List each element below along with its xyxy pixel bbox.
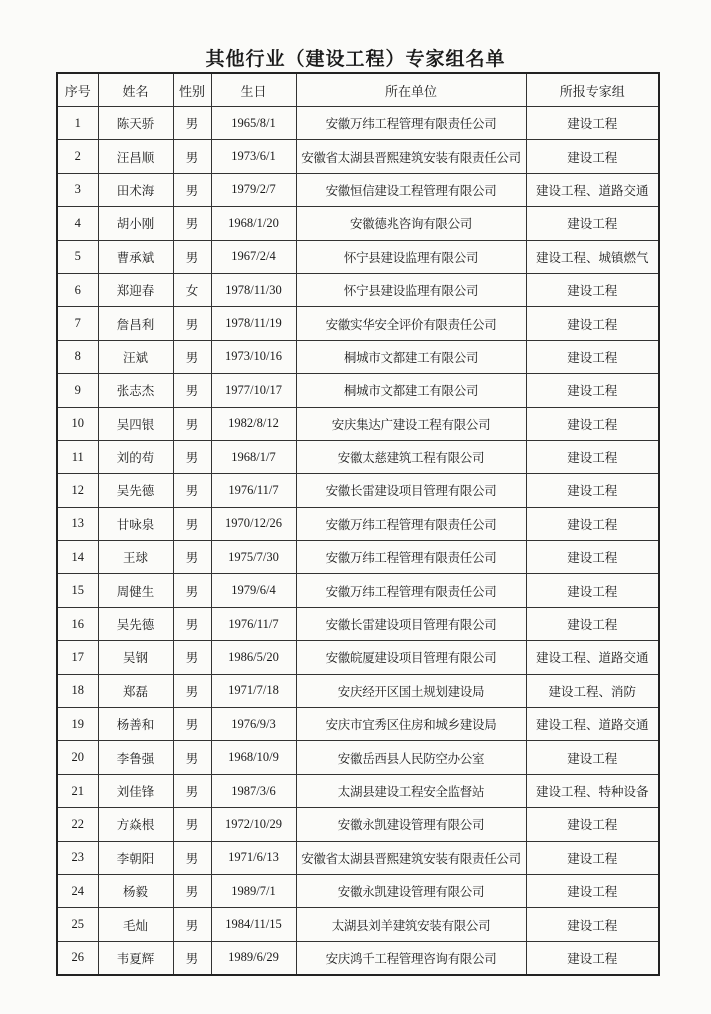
table-row [57, 273, 659, 306]
cell-expert-group: 建设工程 [526, 307, 659, 340]
cell-birthday: 1979/2/7 [211, 173, 296, 206]
table-row [57, 941, 659, 975]
cell-expert-group: 建设工程 [526, 140, 659, 173]
cell-index: 12 [57, 474, 98, 507]
cell-expert-group: 建设工程 [526, 207, 659, 240]
cell-index: 15 [57, 574, 98, 607]
cell-expert-group: 建设工程 [526, 440, 659, 473]
cell-expert-group: 建设工程 [526, 340, 659, 373]
table-row [57, 874, 659, 907]
cell-unit: 安徽皖厦建设项目管理有限公司 [296, 641, 526, 674]
cell-gender: 男 [173, 674, 211, 707]
cell-index: 4 [57, 207, 98, 240]
cell-name: 吴钢 [98, 641, 173, 674]
table-row [57, 574, 659, 607]
table-row [57, 607, 659, 640]
cell-birthday: 1976/11/7 [211, 607, 296, 640]
table-row [57, 474, 659, 507]
cell-birthday: 1979/6/4 [211, 574, 296, 607]
cell-birthday: 1968/1/7 [211, 440, 296, 473]
cell-unit: 安徽长雷建设项目管理有限公司 [296, 474, 526, 507]
cell-index: 25 [57, 908, 98, 941]
cell-name: 汪昌顺 [98, 140, 173, 173]
cell-expert-group: 建设工程、城镇燃气 [526, 240, 659, 273]
cell-gender: 男 [173, 407, 211, 440]
cell-birthday: 1968/1/20 [211, 207, 296, 240]
cell-expert-group: 建设工程 [526, 941, 659, 975]
cell-birthday: 1982/8/12 [211, 407, 296, 440]
cell-gender: 男 [173, 908, 211, 941]
cell-birthday: 1987/3/6 [211, 774, 296, 807]
cell-birthday: 1989/7/1 [211, 874, 296, 907]
page-title: 其他行业（建设工程）专家组名单 [205, 48, 506, 70]
cell-name: 方焱根 [98, 808, 173, 841]
cell-birthday: 1978/11/19 [211, 307, 296, 340]
cell-gender: 男 [173, 507, 211, 540]
expert-roster-table [56, 72, 660, 976]
cell-index: 9 [57, 374, 98, 407]
cell-index: 3 [57, 173, 98, 206]
cell-unit: 安徽万纬工程管理有限责任公司 [296, 574, 526, 607]
cell-gender: 男 [173, 541, 211, 574]
cell-index: 10 [57, 407, 98, 440]
cell-name: 吴四银 [98, 407, 173, 440]
cell-name: 田术海 [98, 173, 173, 206]
cell-index: 19 [57, 708, 98, 741]
cell-name: 刘的苟 [98, 440, 173, 473]
cell-birthday: 1965/8/1 [211, 107, 296, 140]
cell-name: 胡小刚 [98, 207, 173, 240]
cell-unit: 安徽省太湖县晋熙建筑安装有限责任公司 [296, 841, 526, 874]
cell-gender: 男 [173, 808, 211, 841]
cell-birthday: 1970/12/26 [211, 507, 296, 540]
cell-birthday: 1973/6/1 [211, 140, 296, 173]
cell-expert-group: 建设工程 [526, 607, 659, 640]
cell-unit: 桐城市文都建工有限公司 [296, 374, 526, 407]
cell-birthday: 1977/10/17 [211, 374, 296, 407]
cell-gender: 男 [173, 874, 211, 907]
cell-index: 13 [57, 507, 98, 540]
cell-name: 李鲁强 [98, 741, 173, 774]
table-row [57, 674, 659, 707]
cell-birthday: 1967/2/4 [211, 240, 296, 273]
cell-birthday: 1989/6/29 [211, 941, 296, 975]
cell-name: 杨毅 [98, 874, 173, 907]
cell-name: 韦夏辉 [98, 941, 173, 975]
cell-gender: 男 [173, 173, 211, 206]
header-name: 姓名 [98, 73, 173, 107]
cell-birthday: 1973/10/16 [211, 340, 296, 373]
table-row [57, 507, 659, 540]
cell-name: 李朝阳 [98, 841, 173, 874]
cell-gender: 男 [173, 474, 211, 507]
cell-gender: 男 [173, 741, 211, 774]
cell-unit: 太湖县刘羊建筑安装有限公司 [296, 908, 526, 941]
cell-index: 5 [57, 240, 98, 273]
cell-name: 杨善和 [98, 708, 173, 741]
cell-unit: 安徽万纬工程管理有限责任公司 [296, 541, 526, 574]
cell-index: 8 [57, 340, 98, 373]
cell-unit: 安徽省太湖县晋熙建筑安装有限责任公司 [296, 140, 526, 173]
cell-gender: 男 [173, 207, 211, 240]
table-row [57, 774, 659, 807]
cell-index: 7 [57, 307, 98, 340]
cell-expert-group: 建设工程 [526, 273, 659, 306]
cell-expert-group: 建设工程 [526, 107, 659, 140]
cell-unit: 安徽恒信建设工程管理有限公司 [296, 173, 526, 206]
cell-unit: 怀宁县建设监理有限公司 [296, 273, 526, 306]
cell-expert-group: 建设工程 [526, 741, 659, 774]
header-gender: 性别 [173, 73, 211, 107]
cell-birthday: 1971/6/13 [211, 841, 296, 874]
cell-index: 11 [57, 440, 98, 473]
table-row [57, 240, 659, 273]
table-row [57, 407, 659, 440]
table-row [57, 207, 659, 240]
table-row [57, 808, 659, 841]
cell-expert-group: 建设工程 [526, 374, 659, 407]
cell-unit: 安徽太慈建筑工程有限公司 [296, 440, 526, 473]
cell-unit: 安徽岳西县人民防空办公室 [296, 741, 526, 774]
cell-unit: 桐城市文都建工有限公司 [296, 340, 526, 373]
cell-name: 陈天骄 [98, 107, 173, 140]
cell-index: 20 [57, 741, 98, 774]
cell-birthday: 1984/11/15 [211, 908, 296, 941]
table-row [57, 107, 659, 140]
cell-name: 吴先德 [98, 474, 173, 507]
cell-gender: 男 [173, 140, 211, 173]
cell-gender: 男 [173, 841, 211, 874]
cell-gender: 男 [173, 440, 211, 473]
cell-index: 24 [57, 874, 98, 907]
header-expert-group: 所报专家组 [526, 73, 659, 107]
table-row [57, 741, 659, 774]
table-row [57, 140, 659, 173]
cell-gender: 男 [173, 641, 211, 674]
cell-unit: 安庆经开区国土规划建设局 [296, 674, 526, 707]
cell-expert-group: 建设工程 [526, 808, 659, 841]
cell-expert-group: 建设工程 [526, 908, 659, 941]
header-index: 序号 [57, 73, 98, 107]
cell-expert-group: 建设工程 [526, 841, 659, 874]
cell-gender: 女 [173, 273, 211, 306]
cell-birthday: 1976/11/7 [211, 474, 296, 507]
cell-unit: 太湖县建设工程安全监督站 [296, 774, 526, 807]
cell-unit: 安徽德兆咨询有限公司 [296, 207, 526, 240]
cell-unit: 安庆鸿千工程管理咨询有限公司 [296, 941, 526, 975]
cell-index: 1 [57, 107, 98, 140]
cell-expert-group: 建设工程 [526, 574, 659, 607]
cell-index: 22 [57, 808, 98, 841]
cell-index: 14 [57, 541, 98, 574]
table-row [57, 908, 659, 941]
cell-unit: 安庆集达广建设工程有限公司 [296, 407, 526, 440]
cell-birthday: 1976/9/3 [211, 708, 296, 741]
cell-name: 毛灿 [98, 908, 173, 941]
table-row [57, 708, 659, 741]
cell-index: 16 [57, 607, 98, 640]
header-birthday: 生日 [211, 73, 296, 107]
cell-gender: 男 [173, 374, 211, 407]
cell-unit: 安徽长雷建设项目管理有限公司 [296, 607, 526, 640]
table-row [57, 307, 659, 340]
table-row [57, 641, 659, 674]
table-row [57, 541, 659, 574]
cell-unit: 安徽永凯建设管理有限公司 [296, 808, 526, 841]
table-row [57, 340, 659, 373]
cell-birthday: 1978/11/30 [211, 273, 296, 306]
cell-unit: 安徽实华安全评价有限责任公司 [296, 307, 526, 340]
cell-unit: 怀宁县建设监理有限公司 [296, 240, 526, 273]
cell-name: 曹承斌 [98, 240, 173, 273]
cell-index: 6 [57, 273, 98, 306]
cell-index: 26 [57, 941, 98, 975]
cell-name: 詹昌利 [98, 307, 173, 340]
cell-name: 周健生 [98, 574, 173, 607]
cell-gender: 男 [173, 107, 211, 140]
table-header-row [57, 73, 659, 107]
cell-expert-group: 建设工程 [526, 507, 659, 540]
cell-expert-group: 建设工程 [526, 541, 659, 574]
cell-gender: 男 [173, 708, 211, 741]
table-row [57, 841, 659, 874]
cell-unit: 安徽万纬工程管理有限责任公司 [296, 507, 526, 540]
cell-index: 23 [57, 841, 98, 874]
cell-index: 2 [57, 140, 98, 173]
cell-birthday: 1975/7/30 [211, 541, 296, 574]
cell-index: 17 [57, 641, 98, 674]
cell-name: 郑迎春 [98, 273, 173, 306]
cell-name: 刘佳锋 [98, 774, 173, 807]
cell-unit: 安徽永凯建设管理有限公司 [296, 874, 526, 907]
cell-gender: 男 [173, 574, 211, 607]
cell-name: 吴先德 [98, 607, 173, 640]
header-unit: 所在单位 [296, 73, 526, 107]
cell-birthday: 1971/7/18 [211, 674, 296, 707]
cell-expert-group: 建设工程 [526, 874, 659, 907]
cell-expert-group: 建设工程 [526, 474, 659, 507]
cell-name: 汪斌 [98, 340, 173, 373]
cell-name: 甘咏泉 [98, 507, 173, 540]
cell-unit: 安徽万纬工程管理有限责任公司 [296, 107, 526, 140]
table-row [57, 374, 659, 407]
table-row [57, 440, 659, 473]
cell-expert-group: 建设工程、道路交通 [526, 708, 659, 741]
cell-index: 18 [57, 674, 98, 707]
cell-gender: 男 [173, 240, 211, 273]
cell-gender: 男 [173, 340, 211, 373]
cell-expert-group: 建设工程、特种设备 [526, 774, 659, 807]
cell-expert-group: 建设工程、道路交通 [526, 641, 659, 674]
cell-gender: 男 [173, 307, 211, 340]
cell-gender: 男 [173, 774, 211, 807]
cell-birthday: 1986/5/20 [211, 641, 296, 674]
cell-birthday: 1972/10/29 [211, 808, 296, 841]
cell-expert-group: 建设工程、消防 [526, 674, 659, 707]
cell-unit: 安庆市宜秀区住房和城乡建设局 [296, 708, 526, 741]
table-row [57, 173, 659, 206]
cell-index: 21 [57, 774, 98, 807]
cell-expert-group: 建设工程、道路交通 [526, 173, 659, 206]
cell-gender: 男 [173, 607, 211, 640]
cell-name: 王球 [98, 541, 173, 574]
cell-birthday: 1968/10/9 [211, 741, 296, 774]
cell-name: 张志杰 [98, 374, 173, 407]
cell-expert-group: 建设工程 [526, 407, 659, 440]
cell-gender: 男 [173, 941, 211, 975]
cell-name: 郑磊 [98, 674, 173, 707]
